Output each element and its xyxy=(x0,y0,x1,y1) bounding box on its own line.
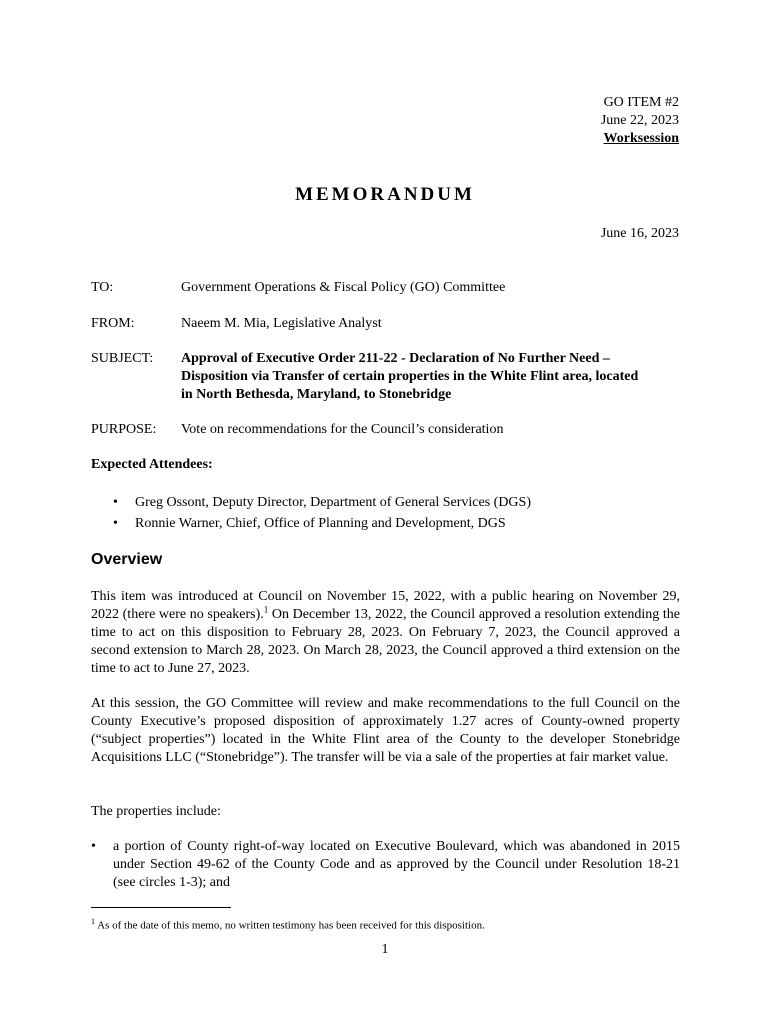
meeting-date: June 22, 2023 xyxy=(600,113,679,128)
session-type: Worksession xyxy=(603,131,679,146)
go-item-label: GO ITEM #2 xyxy=(603,95,679,110)
footnote-text: As of the date of this memo, no written testimony has been received for this disposition. xyxy=(95,919,485,932)
overview-paragraph-2: At this session, the GO Committee will review and make recommendations to the full Council on the County Executive’s proposed disposition of approximately 1.27 acres of County-owned property (“subject properties”) located in the White Flint area of the County to the developer Stonebridge Acquisitions LLC (“Stonebridge”). The transfer will be via a sale of the properties at fair market value. xyxy=(91,696,680,765)
purpose-label: PURPOSE: xyxy=(91,422,157,437)
to-value: Government Operations & Fiscal Policy (GO) Committee xyxy=(181,280,506,295)
paragraph-text: On December 13, 2022, the Council approved a resolution extending the time to act on this disposition to February 28, 2023. On February 7, 2023, the Council approved a second extension to March 28, 2023. On March 28, 2023, the Council approved a third extension on the time to act to June 27, 2023. xyxy=(91,607,680,676)
footnote-divider xyxy=(91,907,231,908)
from-value: Naeem M. Mia, Legislative Analyst xyxy=(181,316,382,331)
subject-label: SUBJECT: xyxy=(91,351,154,366)
header-block xyxy=(601,94,679,148)
list-item: • Greg Ossont, Deputy Director, Department of General Services (DGS) xyxy=(91,492,531,513)
memo-title: MEMORANDUM xyxy=(295,184,475,205)
page-number: 1 xyxy=(381,942,389,957)
footnote-ref[interactable]: 1 xyxy=(263,604,269,615)
overview-heading: Overview xyxy=(91,551,163,568)
subject-value: Approval of Executive Order 211-22 - Declaration of No Further Need – Disposition via Transfer of certain properties in the White Flint area, located in North Bethesda, Maryland, to Stonebridge xyxy=(181,351,639,402)
list-item: • Ronnie Warner, Chief, Office of Planning and Development, DGS xyxy=(91,513,531,534)
attendees-heading: Expected Attendees: xyxy=(91,457,213,472)
overview-paragraph-1 xyxy=(91,588,680,678)
memo-date: June 16, 2023 xyxy=(600,226,679,241)
purpose-value: Vote on recommendations for the Council’s consideration xyxy=(181,422,504,437)
properties-intro: The properties include: xyxy=(91,804,221,819)
footnote-number: 1 xyxy=(91,917,95,926)
from-label: FROM: xyxy=(91,316,135,331)
footnote xyxy=(91,915,485,933)
to-label: TO: xyxy=(91,280,114,295)
properties-list xyxy=(91,838,680,892)
paragraph-text: This item was introduced at Council on November 15, 2022, with a public hearing on November 29, 2022 (there were no speakers). xyxy=(91,589,680,622)
attendees-list xyxy=(91,492,531,534)
list-item: • a portion of County right-of-way located on Executive Boulevard, which was abandoned in 2015 under Section 49-62 of the County Code and as approved by the Council under Resolution 18-21 (see circles 1-3); and xyxy=(91,838,680,892)
